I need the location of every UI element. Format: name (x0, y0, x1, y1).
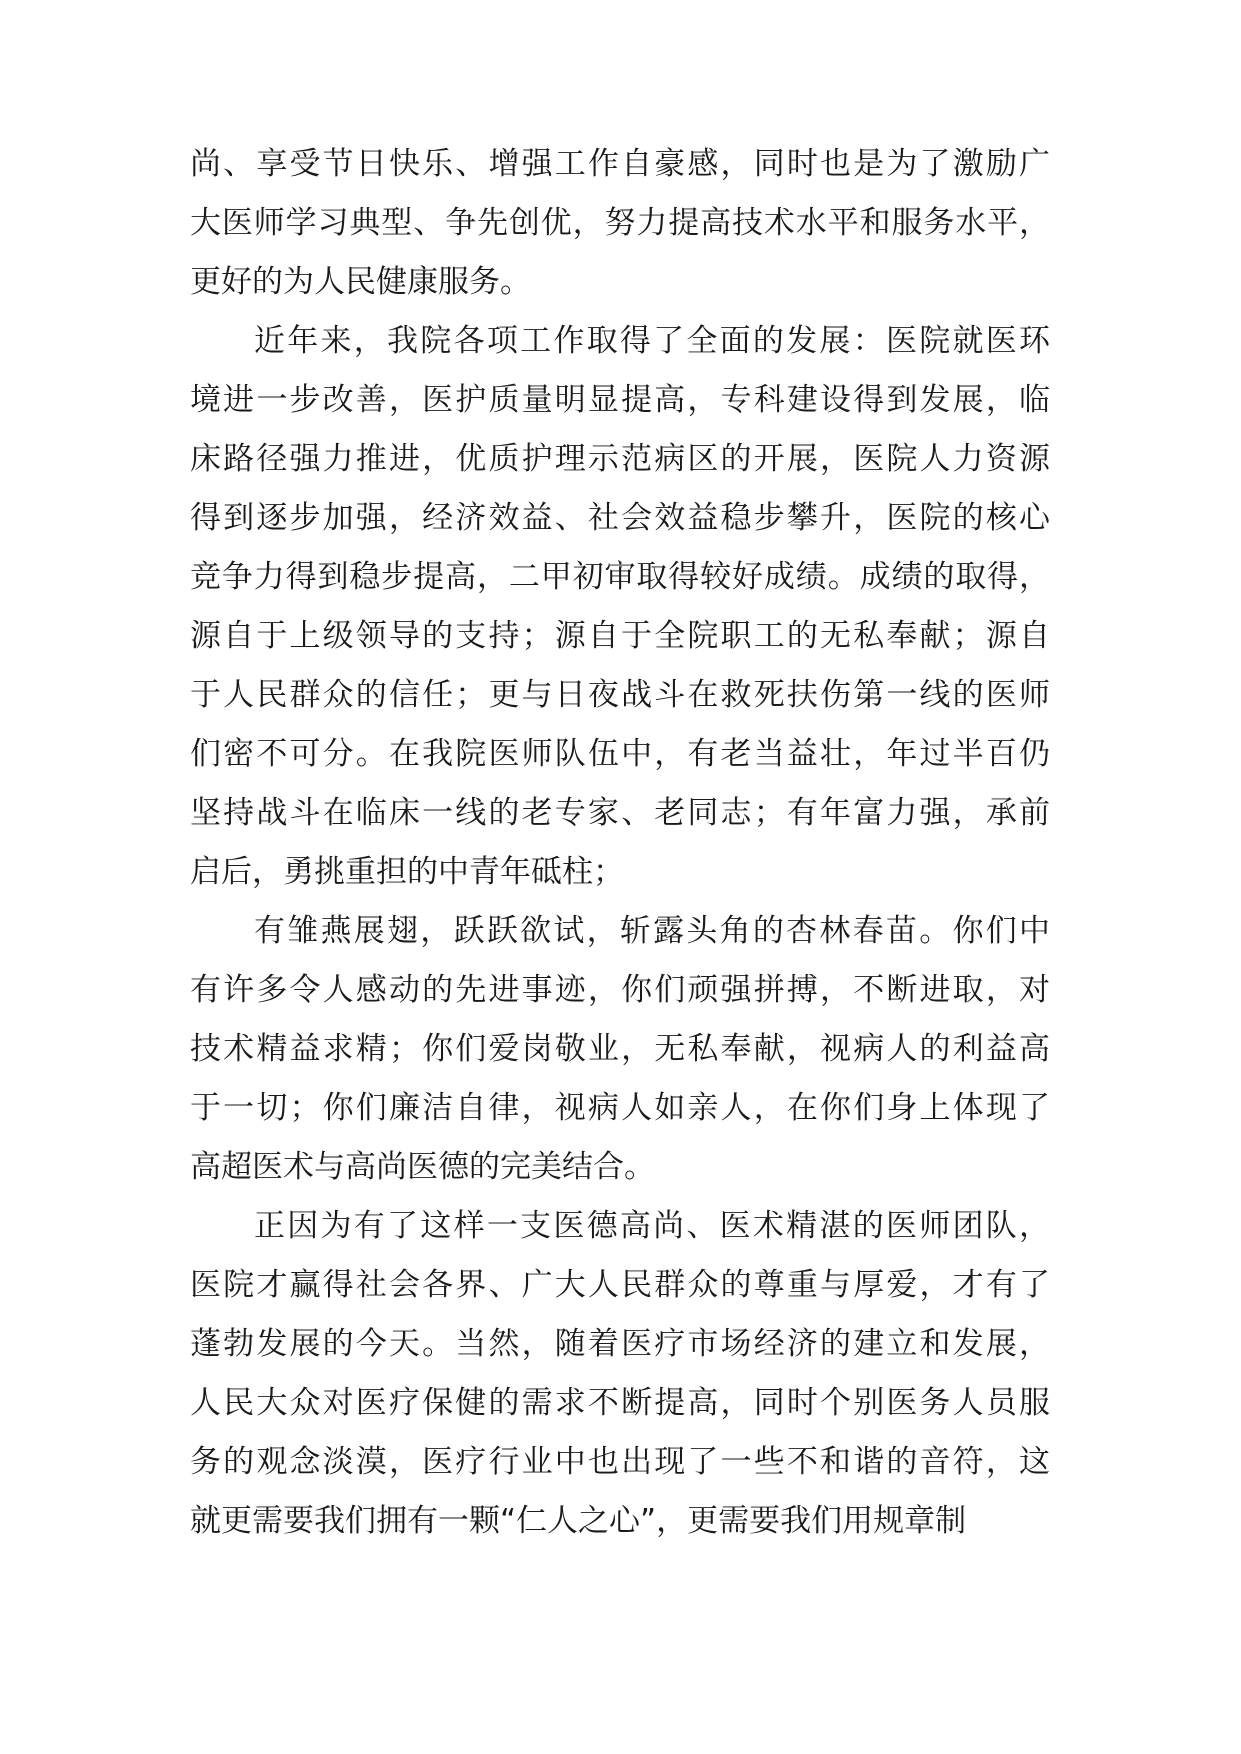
text-line: 们密不可分。在我院医师队伍中，有老当益壮，年过半百仍 (190, 736, 1050, 772)
text-line: 高超医术与高尚医德的完美结合。 (190, 1149, 655, 1185)
text-line: 有许多令人感动的先进事迹，你们顽强拼搏，不断进取，对 (190, 972, 1050, 1008)
text-line: 尚、享受节日快乐、增强工作自豪感，同时也是为了激励广 (190, 146, 1050, 182)
text-line: 于人民群众的信任；更与日夜战斗在救死扶伤第一线的医师 (190, 677, 1050, 713)
text-line: 竞争力得到稳步提高，二甲初审取得较好成绩。成绩的取得， (190, 559, 1050, 595)
text-line: 近年来，我院各项工作取得了全面的发展：医院就医环 (254, 323, 1050, 359)
document-body (190, 135, 1050, 1551)
text-line: 就更需要我们拥有一颗“仁人之心”，更需要我们用规章制 (190, 1503, 967, 1539)
text-line: 人民大众对医疗保健的需求不断提高，同时个别医务人员服 (190, 1385, 1050, 1421)
text-line: 源自于上级领导的支持；源自于全院职工的无私奉献；源自 (190, 618, 1050, 654)
text-line: 务的观念淡漠，医疗行业中也出现了一些不和谐的音符，这 (190, 1444, 1050, 1480)
text-line: 更好的为人民健康服务。 (190, 264, 531, 300)
text-line: 启后，勇挑重担的中青年砥柱； (190, 854, 624, 890)
paragraph (190, 902, 1050, 1197)
paragraph (190, 1197, 1050, 1551)
text-line: 正因为有了这样一支医德高尚、医术精湛的医师团队， (254, 1208, 1050, 1244)
text-line: 医院才赢得社会各界、广大人民群众的尊重与厚爱，才有了 (190, 1267, 1050, 1303)
text-line: 有雏燕展翅，跃跃欲试，斩露头角的杏林春苗。你们中 (254, 913, 1050, 949)
text-line: 技术精益求精；你们爱岗敬业，无私奉献，视病人的利益高 (190, 1031, 1050, 1067)
paragraph (190, 312, 1050, 902)
text-line: 蓬勃发展的今天。当然，随着医疗市场经济的建立和发展， (190, 1326, 1050, 1362)
text-line: 于一切；你们廉洁自律，视病人如亲人，在你们身上体现了 (190, 1090, 1050, 1126)
text-line: 境进一步改善，医护质量明显提高，专科建设得到发展，临 (190, 382, 1050, 418)
text-line: 床路径强力推进，优质护理示范病区的开展，医院人力资源 (190, 441, 1050, 477)
text-line: 坚持战斗在临床一线的老专家、老同志；有年富力强，承前 (190, 795, 1050, 831)
text-line: 得到逐步加强，经济效益、社会效益稳步攀升，医院的核心 (190, 500, 1050, 536)
paragraph (190, 135, 1050, 312)
text-line: 大医师学习典型、争先创优，努力提高技术水平和服务水平， (190, 205, 1050, 241)
